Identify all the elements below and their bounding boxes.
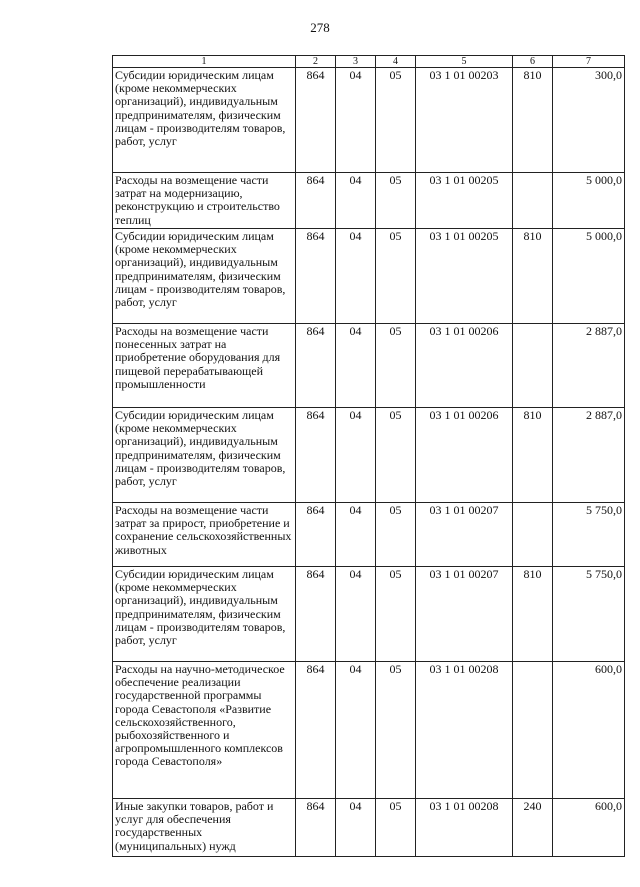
expense-type-cell: 810 xyxy=(513,229,553,324)
ministry-code-cell: 864 xyxy=(296,324,336,408)
target-article-cell: 03 1 01 00207 xyxy=(416,503,513,567)
row-name-cell: Расходы на возмещение части затрат на модернизацию, реконструкцию и строительство теплиц xyxy=(113,173,296,229)
target-article-cell: 03 1 01 00206 xyxy=(416,324,513,408)
row-name-cell: Субсидии юридическим лицам (кроме некоммерческих организаций), индивидуальным предпринимателям, физическим лицам - производителям товаров, работ, услуг xyxy=(113,408,296,503)
ministry-code-cell: 864 xyxy=(296,173,336,229)
target-article-cell: 03 1 01 00207 xyxy=(416,567,513,662)
section-code-cell: 04 xyxy=(336,324,376,408)
table-row xyxy=(113,324,625,408)
expense-type-cell xyxy=(513,662,553,799)
expense-type-cell xyxy=(513,503,553,567)
row-name-cell: Субсидии юридическим лицам (кроме некоммерческих организаций), индивидуальным предпринимателям, физическим лицам - производителям товаров, работ, услуг xyxy=(113,567,296,662)
subsection-code-cell: 05 xyxy=(376,567,416,662)
section-code-cell: 04 xyxy=(336,408,376,503)
row-name-cell: Расходы на возмещение части затрат за прирост, приобретение и сохранение сельскохозяйственных животных xyxy=(113,503,296,567)
amount-cell: 5 000,0 xyxy=(553,229,625,324)
column-number: 3 xyxy=(336,56,376,68)
column-number: 7 xyxy=(553,56,625,68)
subsection-code-cell: 05 xyxy=(376,799,416,857)
row-name-cell: Расходы на научно-методическое обеспечение реализации государственной программы города Севастополя «Развитие сельскохозяйственного, рыбохозяйственного и агропромышленного комплексов города Севастополя» xyxy=(113,662,296,799)
table-row xyxy=(113,567,625,662)
amount-cell: 2 887,0 xyxy=(553,408,625,503)
table-row xyxy=(113,662,625,799)
column-number: 6 xyxy=(513,56,553,68)
ministry-code-cell: 864 xyxy=(296,503,336,567)
column-number: 5 xyxy=(416,56,513,68)
subsection-code-cell: 05 xyxy=(376,173,416,229)
amount-cell: 300,0 xyxy=(553,68,625,173)
expense-type-cell xyxy=(513,324,553,408)
row-name-cell: Субсидии юридическим лицам (кроме некоммерческих организаций), индивидуальным предпринимателям, физическим лицам - производителям товаров, работ, услуг xyxy=(113,68,296,173)
ministry-code-cell: 864 xyxy=(296,662,336,799)
row-name-cell: Расходы на возмещение части понесенных затрат на приобретение оборудования для пищевой перерабатывающей промышленности xyxy=(113,324,296,408)
column-number-row xyxy=(113,56,625,68)
expense-type-cell xyxy=(513,173,553,229)
table-row xyxy=(113,503,625,567)
section-code-cell: 04 xyxy=(336,68,376,173)
section-code-cell: 04 xyxy=(336,567,376,662)
subsection-code-cell: 05 xyxy=(376,324,416,408)
amount-cell: 5 750,0 xyxy=(553,503,625,567)
target-article-cell: 03 1 01 00208 xyxy=(416,799,513,857)
column-number: 4 xyxy=(376,56,416,68)
expense-type-cell: 810 xyxy=(513,567,553,662)
table-row xyxy=(113,173,625,229)
table-row xyxy=(113,229,625,324)
row-name-cell: Субсидии юридическим лицам (кроме некоммерческих организаций), индивидуальным предпринимателям, физическим лицам - производителям товаров, работ, услуг xyxy=(113,229,296,324)
table-row xyxy=(113,408,625,503)
expense-type-cell: 240 xyxy=(513,799,553,857)
ministry-code-cell: 864 xyxy=(296,68,336,173)
expense-type-cell: 810 xyxy=(513,68,553,173)
subsection-code-cell: 05 xyxy=(376,408,416,503)
section-code-cell: 04 xyxy=(336,173,376,229)
amount-cell: 600,0 xyxy=(553,799,625,857)
column-number: 2 xyxy=(296,56,336,68)
amount-cell: 5 750,0 xyxy=(553,567,625,662)
subsection-code-cell: 05 xyxy=(376,662,416,799)
target-article-cell: 03 1 01 00208 xyxy=(416,662,513,799)
ministry-code-cell: 864 xyxy=(296,567,336,662)
target-article-cell: 03 1 01 00206 xyxy=(416,408,513,503)
budget-table xyxy=(112,55,625,857)
table-row xyxy=(113,799,625,857)
subsection-code-cell: 05 xyxy=(376,229,416,324)
page-number: 278 xyxy=(310,20,330,35)
expense-type-cell: 810 xyxy=(513,408,553,503)
section-code-cell: 04 xyxy=(336,229,376,324)
column-number: 1 xyxy=(113,56,296,68)
amount-cell: 2 887,0 xyxy=(553,324,625,408)
section-code-cell: 04 xyxy=(336,799,376,857)
ministry-code-cell: 864 xyxy=(296,408,336,503)
amount-cell: 5 000,0 xyxy=(553,173,625,229)
ministry-code-cell: 864 xyxy=(296,799,336,857)
section-code-cell: 04 xyxy=(336,503,376,567)
row-name-cell: Иные закупки товаров, работ и услуг для обеспечения государственных (муниципальных) нужд xyxy=(113,799,296,857)
ministry-code-cell: 864 xyxy=(296,229,336,324)
target-article-cell: 03 1 01 00205 xyxy=(416,173,513,229)
target-article-cell: 03 1 01 00205 xyxy=(416,229,513,324)
section-code-cell: 04 xyxy=(336,662,376,799)
amount-cell: 600,0 xyxy=(553,662,625,799)
subsection-code-cell: 05 xyxy=(376,68,416,173)
table-row xyxy=(113,68,625,173)
target-article-cell: 03 1 01 00203 xyxy=(416,68,513,173)
subsection-code-cell: 05 xyxy=(376,503,416,567)
